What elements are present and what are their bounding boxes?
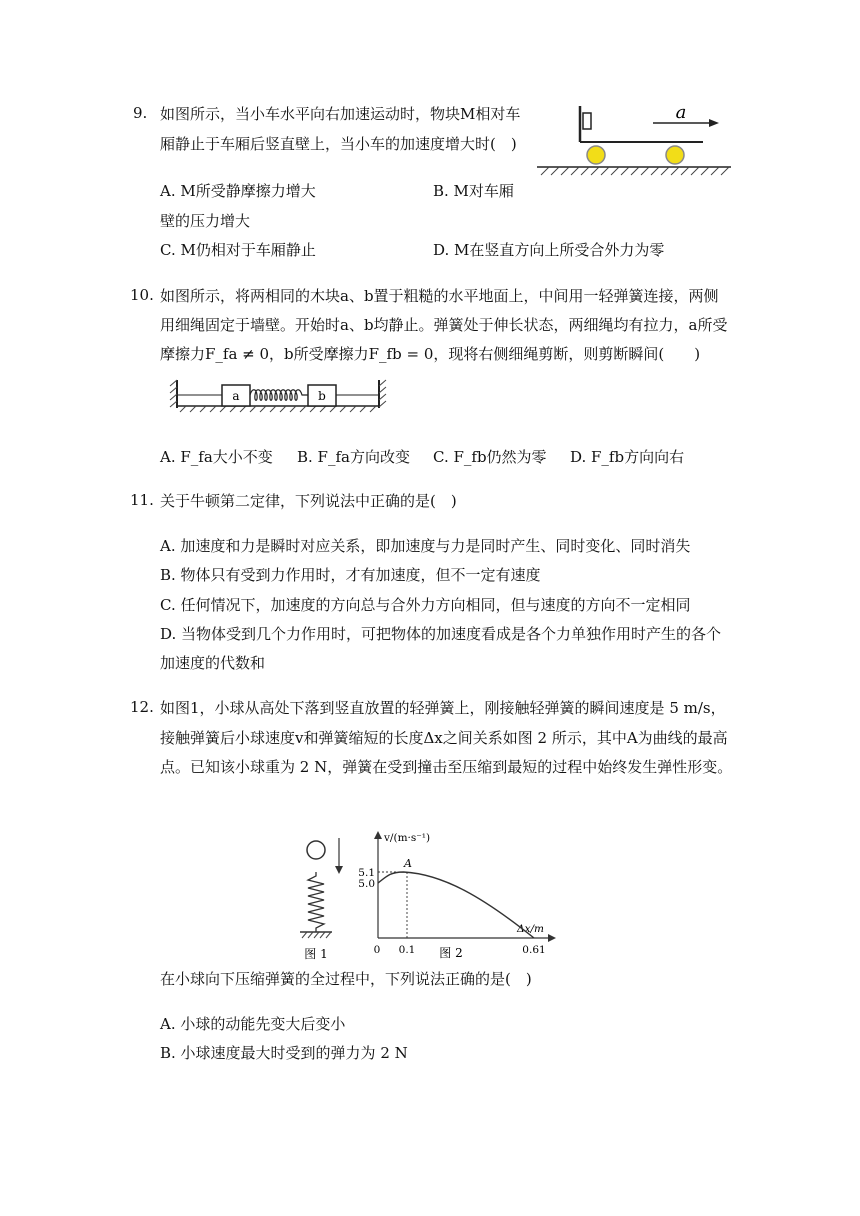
q9-number: 9. [133,104,148,122]
fig1-caption: 图 1 [304,947,328,961]
x-tick-0-1: 0.1 [398,944,416,956]
q9-stem-line1: 如图所示，当小车水平向右加速运动时，物块M相对车 [160,105,521,123]
q12-fig2-chart [354,826,574,966]
y-tick-5-1: 5.1 [358,867,375,879]
block-m [583,113,591,129]
vertical-spring [308,872,324,932]
q12-stem-line1: 如图1，小球从高处下落到竖直放置的轻弹簧上，刚接触轻弹簧的瞬间速度是 5 m/s， [160,699,726,717]
q10-option-c[interactable]: C. F_fb仍然为零 [433,448,547,466]
velocity-curve [378,872,534,938]
wheel-left [587,146,605,164]
q9-option-a[interactable]: A. M所受静摩擦力增大 [160,182,316,200]
q12-fig1-ball-spring [296,832,348,964]
q12-option-a[interactable]: A. 小球的动能先变大后变小 [160,1015,346,1033]
acceleration-label: a [675,102,687,123]
q9-option-d[interactable]: D. M在竖直方向上所受合外力为零 [433,241,665,259]
q12-stem-line2: 接触弹簧后小球速度v和弹簧缩短的长度Δx之间关系如图 2 所示，其中A为曲线的最高 [160,729,728,747]
block-b-label: b [318,389,326,403]
q11-option-d-continued: 加速度的代数和 [160,654,266,672]
q10-stem-line3: 摩擦力F_fa ≠ 0，b所受摩擦力F_fb = 0，现将右侧细绳剪断，则剪断瞬间( ) [160,345,701,363]
q9-option-c[interactable]: C. M仍相对于车厢静止 [160,241,316,259]
spring [250,390,308,401]
point-a-label: A [404,857,412,870]
arrow-head-icon [709,119,719,127]
q11-option-d[interactable]: D. 当物体受到几个力作用时，可把物体的加速度看成是各个力单独作用时产生的各个 [160,625,722,643]
q9-cart-figure [535,96,735,180]
q10-spring-figure [168,376,390,414]
x-tick-0-61: 0.61 [522,944,546,956]
q9-option-b[interactable]: B. M对车厢 [433,182,514,200]
down-arrow-icon [335,866,343,874]
x-axis-arrow-icon [548,934,556,942]
q10-option-b[interactable]: B. F_fa方向改变 [297,448,410,466]
q9-option-b-continued: 壁的压力增大 [160,212,251,230]
y-axis-arrow-icon [374,831,382,839]
block-a-label: a [232,389,240,403]
y-axis-label: v/(m·s⁻¹) [384,832,431,844]
q12-option-b[interactable]: B. 小球速度最大时受到的弹力为 2 N [160,1044,408,1062]
q9-stem-line2: 厢静止于车厢后竖直壁上，当小车的加速度增大时( ) [160,135,517,153]
y-tick-5-0: 5.0 [358,878,375,890]
q11-option-a[interactable]: A. 加速度和力是瞬时对应关系，即加速度与力是同时产生、同时变化、同时消失 [160,537,691,555]
q10-stem-line1: 如图所示，将两相同的木块a、b置于粗糙的水平地面上，中间用一轻弹簧连接，两侧 [160,287,719,305]
x-tick-0: 0 [373,944,381,956]
q12-number: 12. [130,698,154,716]
floor-hatching [180,406,376,412]
wheel-right [666,146,684,164]
q10-option-a[interactable]: A. F_fa大小不变 [160,448,273,466]
fig2-caption: 图 2 [439,946,463,960]
q10-option-d[interactable]: D. F_fb方向向右 [570,448,685,466]
x-axis-label: Δx/m [517,923,544,935]
q10-number: 10. [130,286,154,304]
ball [307,841,325,859]
q11-number: 11. [130,491,154,509]
q11-option-b[interactable]: B. 物体只有受到力作用时，才有加速度，但不一定有速度 [160,566,541,584]
q12-stem-line3: 点。已知该小球重为 2 N，弹簧在受到撞击至压缩到最短的过程中始终发生弹性形变。 [160,758,733,776]
q11-option-c[interactable]: C. 任何情况下，加速度的方向总与合外力方向相同，但与速度的方向不一定相同 [160,596,691,614]
q12-sub-stem: 在小球向下压缩弹簧的全过程中，下列说法正确的是( ) [160,970,532,988]
ground-hatching [541,167,729,175]
q11-stem: 关于牛顿第二定律，下列说法中正确的是( ) [160,492,457,510]
q10-stem-line2: 用细绳固定于墙壁。开始时a、b均静止。弹簧处于伸长状态，两细绳均有拉力，a所受 [160,316,728,334]
